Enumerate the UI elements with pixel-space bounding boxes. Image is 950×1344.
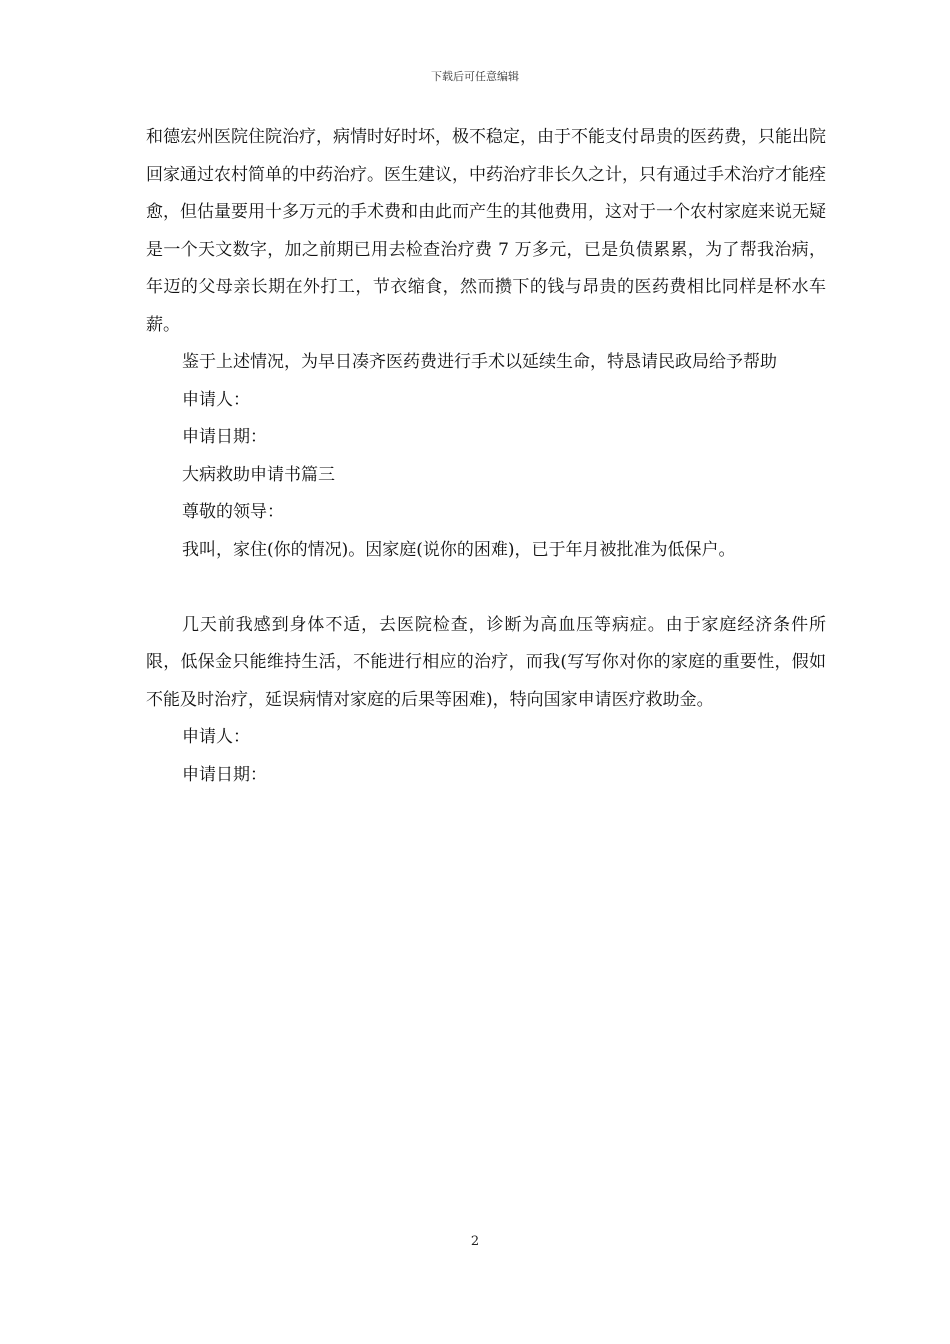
section-title: 大病救助申请书篇三: [182, 464, 335, 485]
paragraph-introduction: 我叫，家住(你的情况)。因家庭(说你的困难)，已于年月被批准为低保户。: [182, 539, 736, 560]
blank-line: [146, 569, 826, 607]
applicant-label-2: 申请人：: [182, 727, 250, 747]
applicant-label: 申请人：: [182, 389, 250, 410]
header-note: 下载后可任意编辑: [431, 70, 519, 83]
page-number: 2: [470, 1234, 480, 1249]
document-body: [146, 119, 826, 794]
salutation: 尊敬的领导：: [182, 502, 284, 522]
application-date-label: 申请日期：: [182, 427, 267, 447]
paragraph-request: 鉴于上述情况，为早日凑齐医药费进行手术以延续生命，特恳请民政局给予帮助: [182, 352, 777, 372]
application-date-label-2: 申请日期：: [182, 764, 267, 785]
paragraph-medical-history: 和德宏州医院住院治疗，病情时好时坏，极不稳定，由于不能支付昂贵的医药费，只能出院回家通过农村简单的中药治疗。医生建议，中药治疗非长久之计，只有通过手术治疗才能痊愈，但估量要用十多万元的手术费和由此而产生的其他费用，这对于一个农村家庭来说无疑是一个天文数字，加之前期已用去检查治疗费 7 万多元，已是负债累累，为了帮我治病，年迈的父母亲长期在外打工，节衣缩食，然而攒下的钱与昂贵的医药费相比同样是杯水车薪。: [146, 127, 826, 335]
paragraph-illness: 几天前我感到身体不适，去医院检查，诊断为高血压等病症。由于家庭经济条件所限，低保金只能维持生活，不能进行相应的治疗，而我(写写你对你的家庭的重要性，假如不能及时治疗，延误病情对家庭的后果等困难)，特向国家申请医疗救助金。: [146, 614, 826, 710]
